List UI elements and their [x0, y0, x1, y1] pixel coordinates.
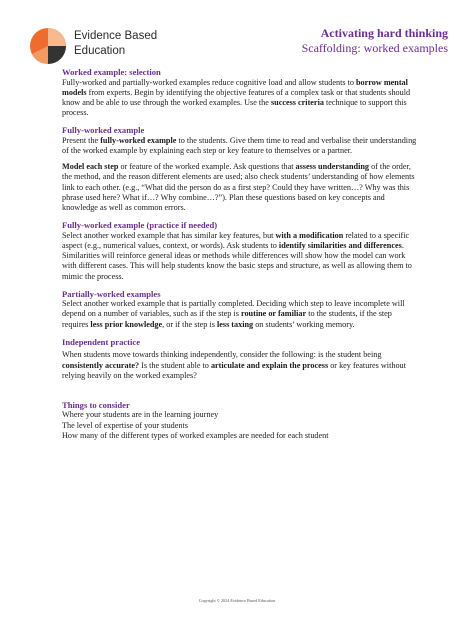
section-partially-worked — [62, 289, 418, 330]
paragraph: Fully-worked and partially-worked examples reduce cognitive load and allow students to borrow mental models from experts. Begin by identifying the objective features of a complex task or that students should know and be able to use through the worked examples. Use the success criteria technique to support this process. — [62, 77, 411, 118]
list-item: Where your students are in the learning journey — [62, 410, 219, 420]
content — [62, 67, 418, 448]
section-heading: Fully-worked example — [62, 125, 145, 136]
paragraph: When students move towards thinking independently, consider the following: is the student being consistently accurate? Is the student able to articulate and explain the process or key features without relying heavily on the worked examples? — [62, 350, 406, 380]
section-heading: Fully-worked example (practice if needed) — [62, 220, 218, 231]
section-selection — [62, 67, 418, 118]
brand-name: Evidence Based Education — [74, 30, 158, 57]
section-independent-practice — [62, 337, 418, 381]
paragraph: Present the fully-worked example to the students. Give them time to read and verbalise their understanding of the worked example by explaining each step or key feature to themselves or a partner. — [62, 135, 417, 156]
title: Activating hard thinking — [320, 26, 448, 40]
subtitle: Scaffolding: worked examples — [301, 41, 448, 55]
document-title — [302, 26, 448, 56]
section-things-to-consider — [62, 400, 418, 441]
list-item: The level of expertise of your students — [62, 420, 188, 430]
section-heading: Things to consider — [62, 399, 130, 410]
ebe-logo-icon — [28, 26, 68, 66]
list-item: How many of the different types of worked examples are needed for each student — [62, 430, 329, 440]
section-fully-worked — [62, 125, 418, 213]
paragraph: Model each step or feature of the worked example. Ask questions that assess understanding of the order, the method, and the reason different elements are used; also check students’ understanding of how elements link to each other. (e.g., “What did the person do as a first step? Could they have written…? Why was this phrase used here? What if…? Why combine…?”). Plan these questions based on key concepts and knowledge as well as common errors. — [62, 162, 415, 213]
section-heading: Independent practice — [62, 336, 141, 347]
paragraph: Select another worked example that is partially completed. Deciding which step to leave incomplete will depend on a number of variables, such as if the step is routine or familiar to the students, if the step requires less prior knowledge, or if the step is less taxing on students’ working memory. — [62, 299, 405, 329]
footer-copyright: Copyright © 2024 Evidence Based Education — [198, 598, 276, 603]
section-fully-worked-practice — [62, 220, 418, 282]
section-heading: Worked example: selection — [62, 67, 161, 77]
paragraph: Select another worked example that has similar key features, but with a modification related to a specific aspect (e.g., numerical values, context, or words). Ask students to identify similarities and differences. Similarities will reinforce general ideas or methods while differences will show how the model can work with different cases. This will help students know the basic steps and structure, as well as allowing them to mimic the process. — [62, 230, 412, 281]
section-heading: Partially-worked examples — [62, 288, 161, 299]
